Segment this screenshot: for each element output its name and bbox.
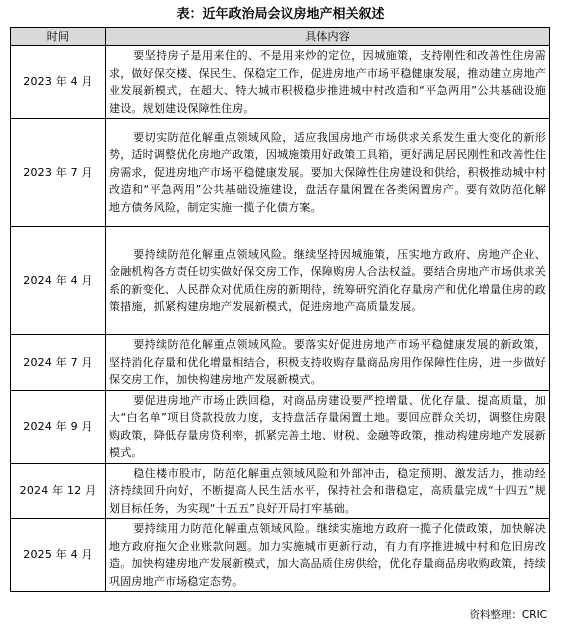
table-row <box>11 390 550 463</box>
row-content: 要持续防范化解重点领域风险。要落实好促进房地产市场平稳健康发展的新政策，坚持消化存量和优化增量相结合，积极支持收购存量商品房用作保障性住房，进一步做好保交房工作，加快构建房地产发展新模式。 <box>106 335 550 391</box>
table-row <box>11 227 550 335</box>
policy-table <box>10 27 550 592</box>
row-content: 要持续用力防范化解重点领域风险。继续实施地方政府一揽子化债政策，加快解决地方政府拖欠企业账款问题。加力实施城市更新行动，有力有序推进城中村和危旧房改造。加快构建房地产发展新模式，加大高品质住房供给，优化存量商品房收购政策，持续巩固房地产市场稳定态势。 <box>106 519 550 592</box>
row-time: 2024 年 12 月 <box>11 463 106 519</box>
table-row <box>11 463 550 519</box>
table-title: 表：近年政治局会议房地产相关叙述 <box>176 7 385 22</box>
table-row <box>11 519 550 592</box>
row-time: 2025 年 4 月 <box>11 519 106 592</box>
table-row <box>11 46 550 119</box>
row-content: 要持续防范化解重点领域风险。继续坚持因城施策，压实地方政府、房地产企业、金融机构各方责任切实做好保交房工作，保障购房人合法权益。要结合房地产市场供求关系的新变化、人民群众对优质住房的新期待，统筹研究消化存量房产和优化增量住房的政策措施，抓紧构建房地产发展新模式，促进房地产高质量发展。 <box>106 227 550 335</box>
row-content: 要切实防范化解重点领域风险，适应我国房地产市场供求关系发生重大变化的新形势，适时调整优化房地产政策，因城施策用好政策工具箱，更好满足居民刚性和改善性住房需求，促进房地产市场平稳健康发展。要加大保障性住房建设和供给，积极推动城中村改造和“平急两用”公共基础设施建设，盘活存量闲置在各类闲置房产。要有效防范化解地方债务风险，制定实施一揽子化债方案。 <box>106 119 550 227</box>
row-time: 2024 年 4 月 <box>11 227 106 335</box>
header-content: 具体内容 <box>106 28 550 46</box>
header-time: 时间 <box>11 28 106 46</box>
row-content: 要促进房地产市场止跌回稳，对商品房建设要严控增量、优化存量、提高质量，加大“白名单”项目贷款投放力度，支持盘活存量闲置土地。要回应群众关切，调整住房限购政策，降低存量房贷利率，抓紧完善土地、财税、金融等政策，推动构建房地产发展新模式。 <box>106 390 550 463</box>
row-content: 稳住楼市股市，防范化解重点领域风险和外部冲击，稳定预期、激发活力，推动经济持续回升向好，不断提高人民生活水平，保持社会和谐稳定，高质量完成“十四五”规划目标任务，为实现“十五五”良好开局打牢基础。 <box>106 463 550 519</box>
table-row <box>11 119 550 227</box>
table-header-row <box>11 28 550 46</box>
row-time: 2024 年 9 月 <box>11 390 106 463</box>
table-row <box>11 335 550 391</box>
row-time: 2024 年 7 月 <box>11 335 106 391</box>
row-time: 2023 年 4 月 <box>11 46 106 119</box>
row-content: 要坚持房子是用来住的、不是用来炒的定位，因城施策，支持刚性和改善性住房需求，做好保交楼、保民生、保稳定工作，促进房地产市场平稳健康发展，推动建立房地产业发展新模式，在超大、特大城市积极稳步推进城中村改造和“平急两用”公共基础设施建设。规划建设保障性住房。 <box>106 46 550 119</box>
source-note: 资料整理：CRIC <box>469 609 547 621</box>
row-time: 2023 年 7 月 <box>11 119 106 227</box>
